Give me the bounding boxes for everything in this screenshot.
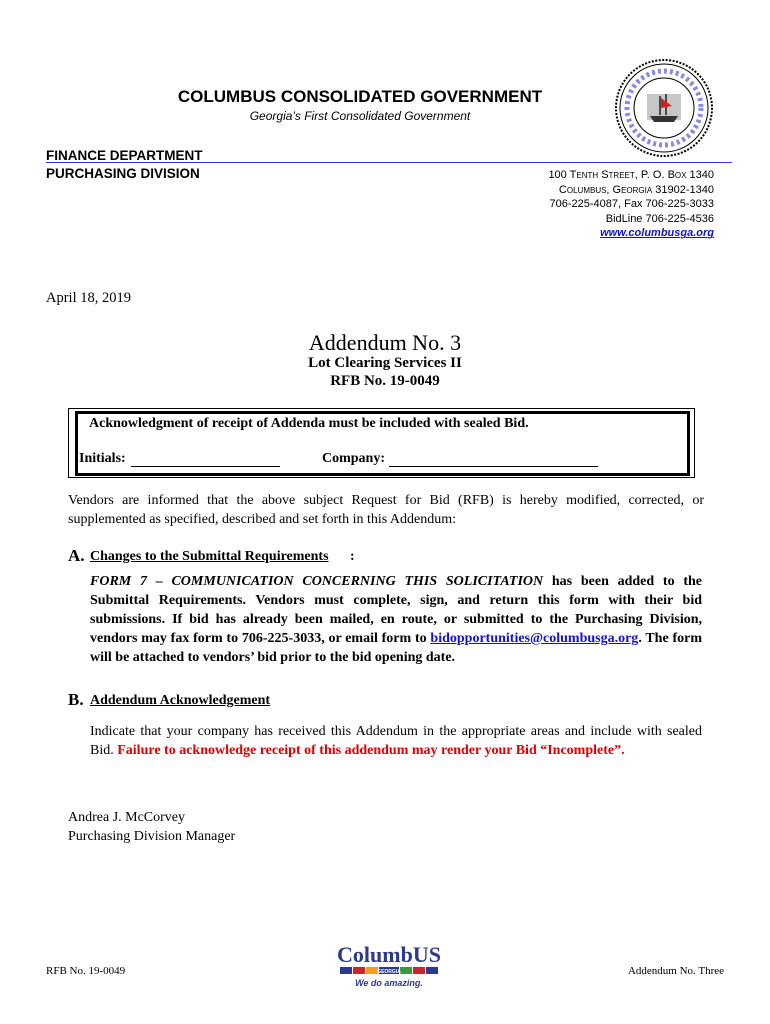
- signer-title: Purchasing Division Manager: [68, 829, 236, 844]
- section-b-text: Indicate that your company has received this Addendum in the appropriate areas and include with sealed Bid.: [90, 724, 702, 758]
- address-phone-fax: 706-225-4087, Fax 706-225-3033: [549, 198, 714, 211]
- org-tagline: Georgia’s First Consolidated Government: [249, 109, 471, 123]
- website-link[interactable]: www.columbusga.org: [600, 227, 714, 240]
- addendum-title: Addendum No. 3: [308, 330, 462, 355]
- section-b-heading: Addendum Acknowledgement: [90, 693, 271, 708]
- section-b-body: [90, 722, 702, 760]
- email-link[interactable]: bidopportunities@columbusga.org: [430, 631, 639, 646]
- city-seal-logo: [614, 58, 714, 158]
- footer-rfb: RFB No. 19-0049: [46, 965, 126, 977]
- section-a-colon: :: [350, 549, 355, 564]
- intro-paragraph: Vendors are informed that the above subject Request for Bid (RFB) is hereby modified, corrected, or supplemented as specified, described and set forth in this Addendum:: [68, 493, 704, 527]
- rfb-number: RFB No. 19-0049: [330, 373, 440, 389]
- logo-state: GEORGIA: [377, 969, 401, 975]
- company-label: Company:: [322, 451, 386, 466]
- address-bidline: BidLine 706-225-4536: [605, 212, 714, 225]
- project-name: Lot Clearing Services II: [308, 355, 462, 371]
- logo-slogan: We do amazing.: [355, 978, 423, 988]
- section-a-text-1: has been added to the Submittal Requirements. Vendors must complete, sign, and return this form with their bid submissions. If bid has already been mailed, en route, or submitted to the Purchasing Division, vendors may fax form to 706-225-3033, or email form to: [90, 574, 702, 646]
- ack-notice: Acknowledgment of receipt of Addenda must be included with sealed Bid.: [89, 416, 529, 431]
- department-name: FINANCE DEPARTMENT: [46, 148, 203, 163]
- section-b-warning: Failure to acknowledge receipt of this addendum may render your Bid “Incomplete”.: [117, 743, 625, 758]
- columbus-logo: [334, 940, 444, 992]
- org-title: COLUMBUS CONSOLIDATED GOVERNMENT: [177, 87, 543, 106]
- section-b-letter: B.: [68, 690, 84, 709]
- address-city: Columbus, Georgia 31902-1340: [558, 183, 714, 196]
- section-a-body: [90, 572, 702, 667]
- address-street: 100 Tenth Street, P. O. Box 1340: [548, 169, 714, 181]
- company-field[interactable]: [389, 466, 598, 467]
- section-a-text-2: . The form will be attached to vendors’ bid prior to the bid opening date.: [90, 631, 702, 665]
- form-name: FORM 7 – COMMUNICATION CONCERNING THIS SOLICITATION: [90, 574, 544, 589]
- document-date: April 18, 2019: [46, 290, 131, 306]
- logo-wordmark: ColumbUS: [337, 942, 441, 967]
- section-a-letter: A.: [68, 546, 85, 565]
- header-rule: [46, 162, 732, 163]
- signer-name: Andrea J. McCorvey: [68, 810, 186, 825]
- division-name: PURCHASING DIVISION: [46, 166, 200, 181]
- address-block: [548, 168, 714, 241]
- section-a-heading: Changes to the Submittal Requirements: [90, 549, 329, 564]
- initials-label: Initials:: [79, 451, 126, 466]
- footer-addendum: Addendum No. Three: [627, 965, 724, 977]
- initials-field[interactable]: [131, 466, 280, 467]
